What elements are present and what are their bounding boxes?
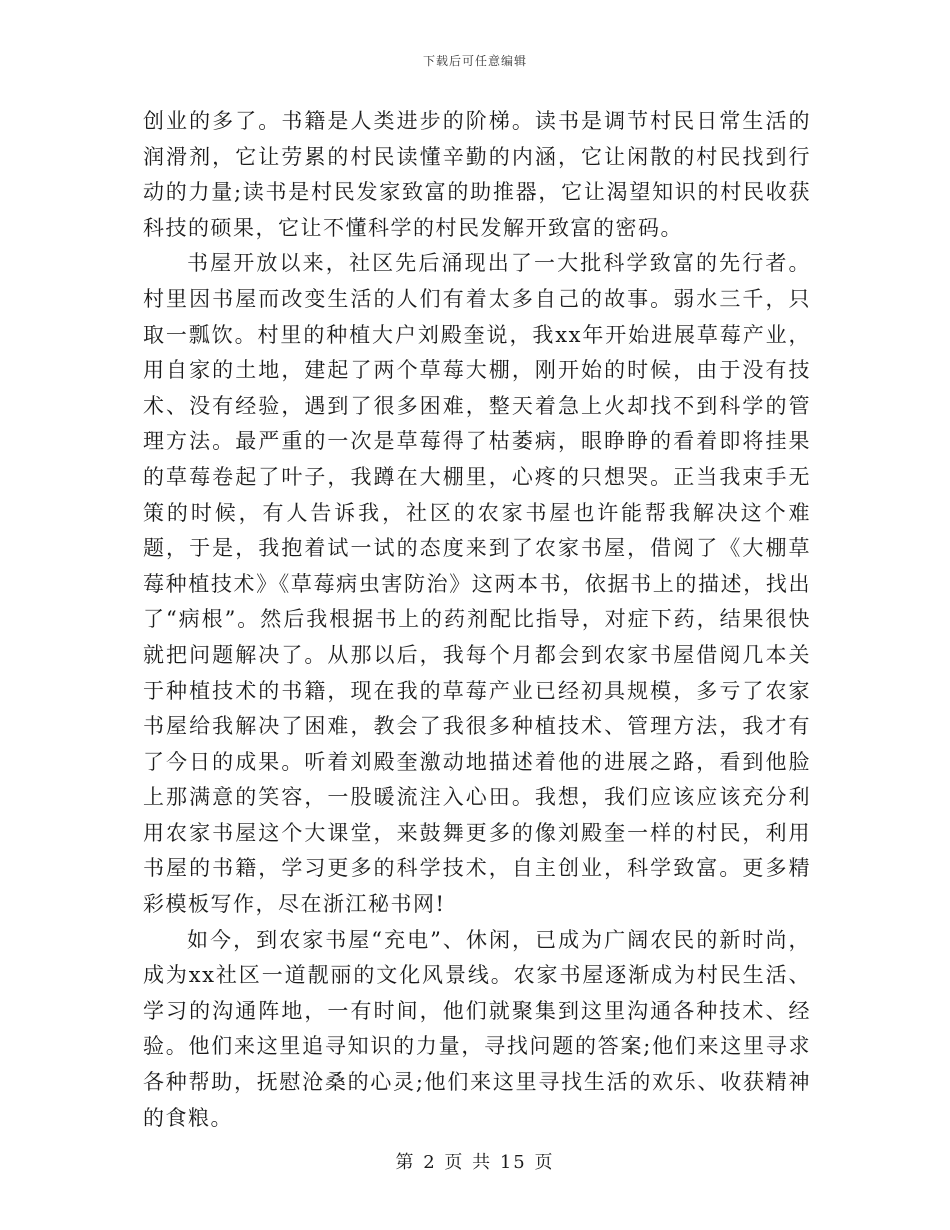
paragraph-1: 创业的多了。书籍是人类进步的阶梯。读书是调节村民日常生活的润滑剂，它让劳累的村民读懂辛勤的内涵，它让闲散的村民找到行动的力量;读书是村民发家致富的助推器，它让渴望知识的村民收获科技的硕果，它让不懂科学的村民发解开致富的密码。 (143, 109, 811, 240)
page-header: 下载后可任意编辑 (422, 54, 527, 68)
paragraph-2: 书屋开放以来，社区先后涌现出了一大批科学致富的先行者。村里因书屋而改变生活的人们有着太多自己的故事。弱水三千，只取一瓢饮。村里的种植大户刘殿奎说，我xx年开始进展草莓产业，用自家的土地，建起了两个草莓大棚，刚开始的时候，由于没有技术、没有经验，遇到了很多困难，整天着急上火却找不到科学的管理方法。最严重的一次是草莓得了枯萎病，眼睁睁的看着即将挂果的草莓卷起了叶子，我蹲在大棚里，心疼的只想哭。正当我束手无策的时候，有人告诉我，社区的农家书屋也许能帮我解决这个难题，于是，我抱着试一试的态度来到了农家书屋，借阅了《大棚草莓种植技术》《草莓病虫害防治》这两本书，依据书上的描述，找出了“病根”。然后我根据书上的药剂配比指导，对症下药，结果很快就把问题解决了。从那以后，我每个月都会到农家书屋借阅几本关于种植技术的书籍，现在我的草莓产业已经初具规模，多亏了农家书屋给我解决了困难，教会了我很多种植技术、管理方法，我才有了今日的成果。听着刘殿奎激动地描述着他的进展之路，看到他脸上那满意的笑容，一股暖流注入心田。我想，我们应该应该充分利用农家书屋这个大课堂，来鼓舞更多的像刘殿奎一样的村民，利用书屋的书籍，学习更多的科学技术，自主创业，科学致富。更多精彩模板写作，尽在浙江秘书网! (143, 251, 811, 917)
document-body (143, 104, 811, 1136)
paragraph-3: 如今，到农家书屋“充电”、休闲，已成为广阔农民的新时尚，成为xx社区一道靓丽的文化风景线。农家书屋逐渐成为村民生活、学习的沟通阵地，一有时间，他们就聚集到这里沟通各种技术、经验。他们来这里追寻知识的力量，寻找问题的答案;他们来这里寻求各种帮助，抚慰沧桑的心灵;他们来这里寻找生活的欢乐、收获精神的食粮。 (143, 927, 811, 1130)
page-footer: 第 2 页 共 15 页 (395, 1152, 555, 1173)
